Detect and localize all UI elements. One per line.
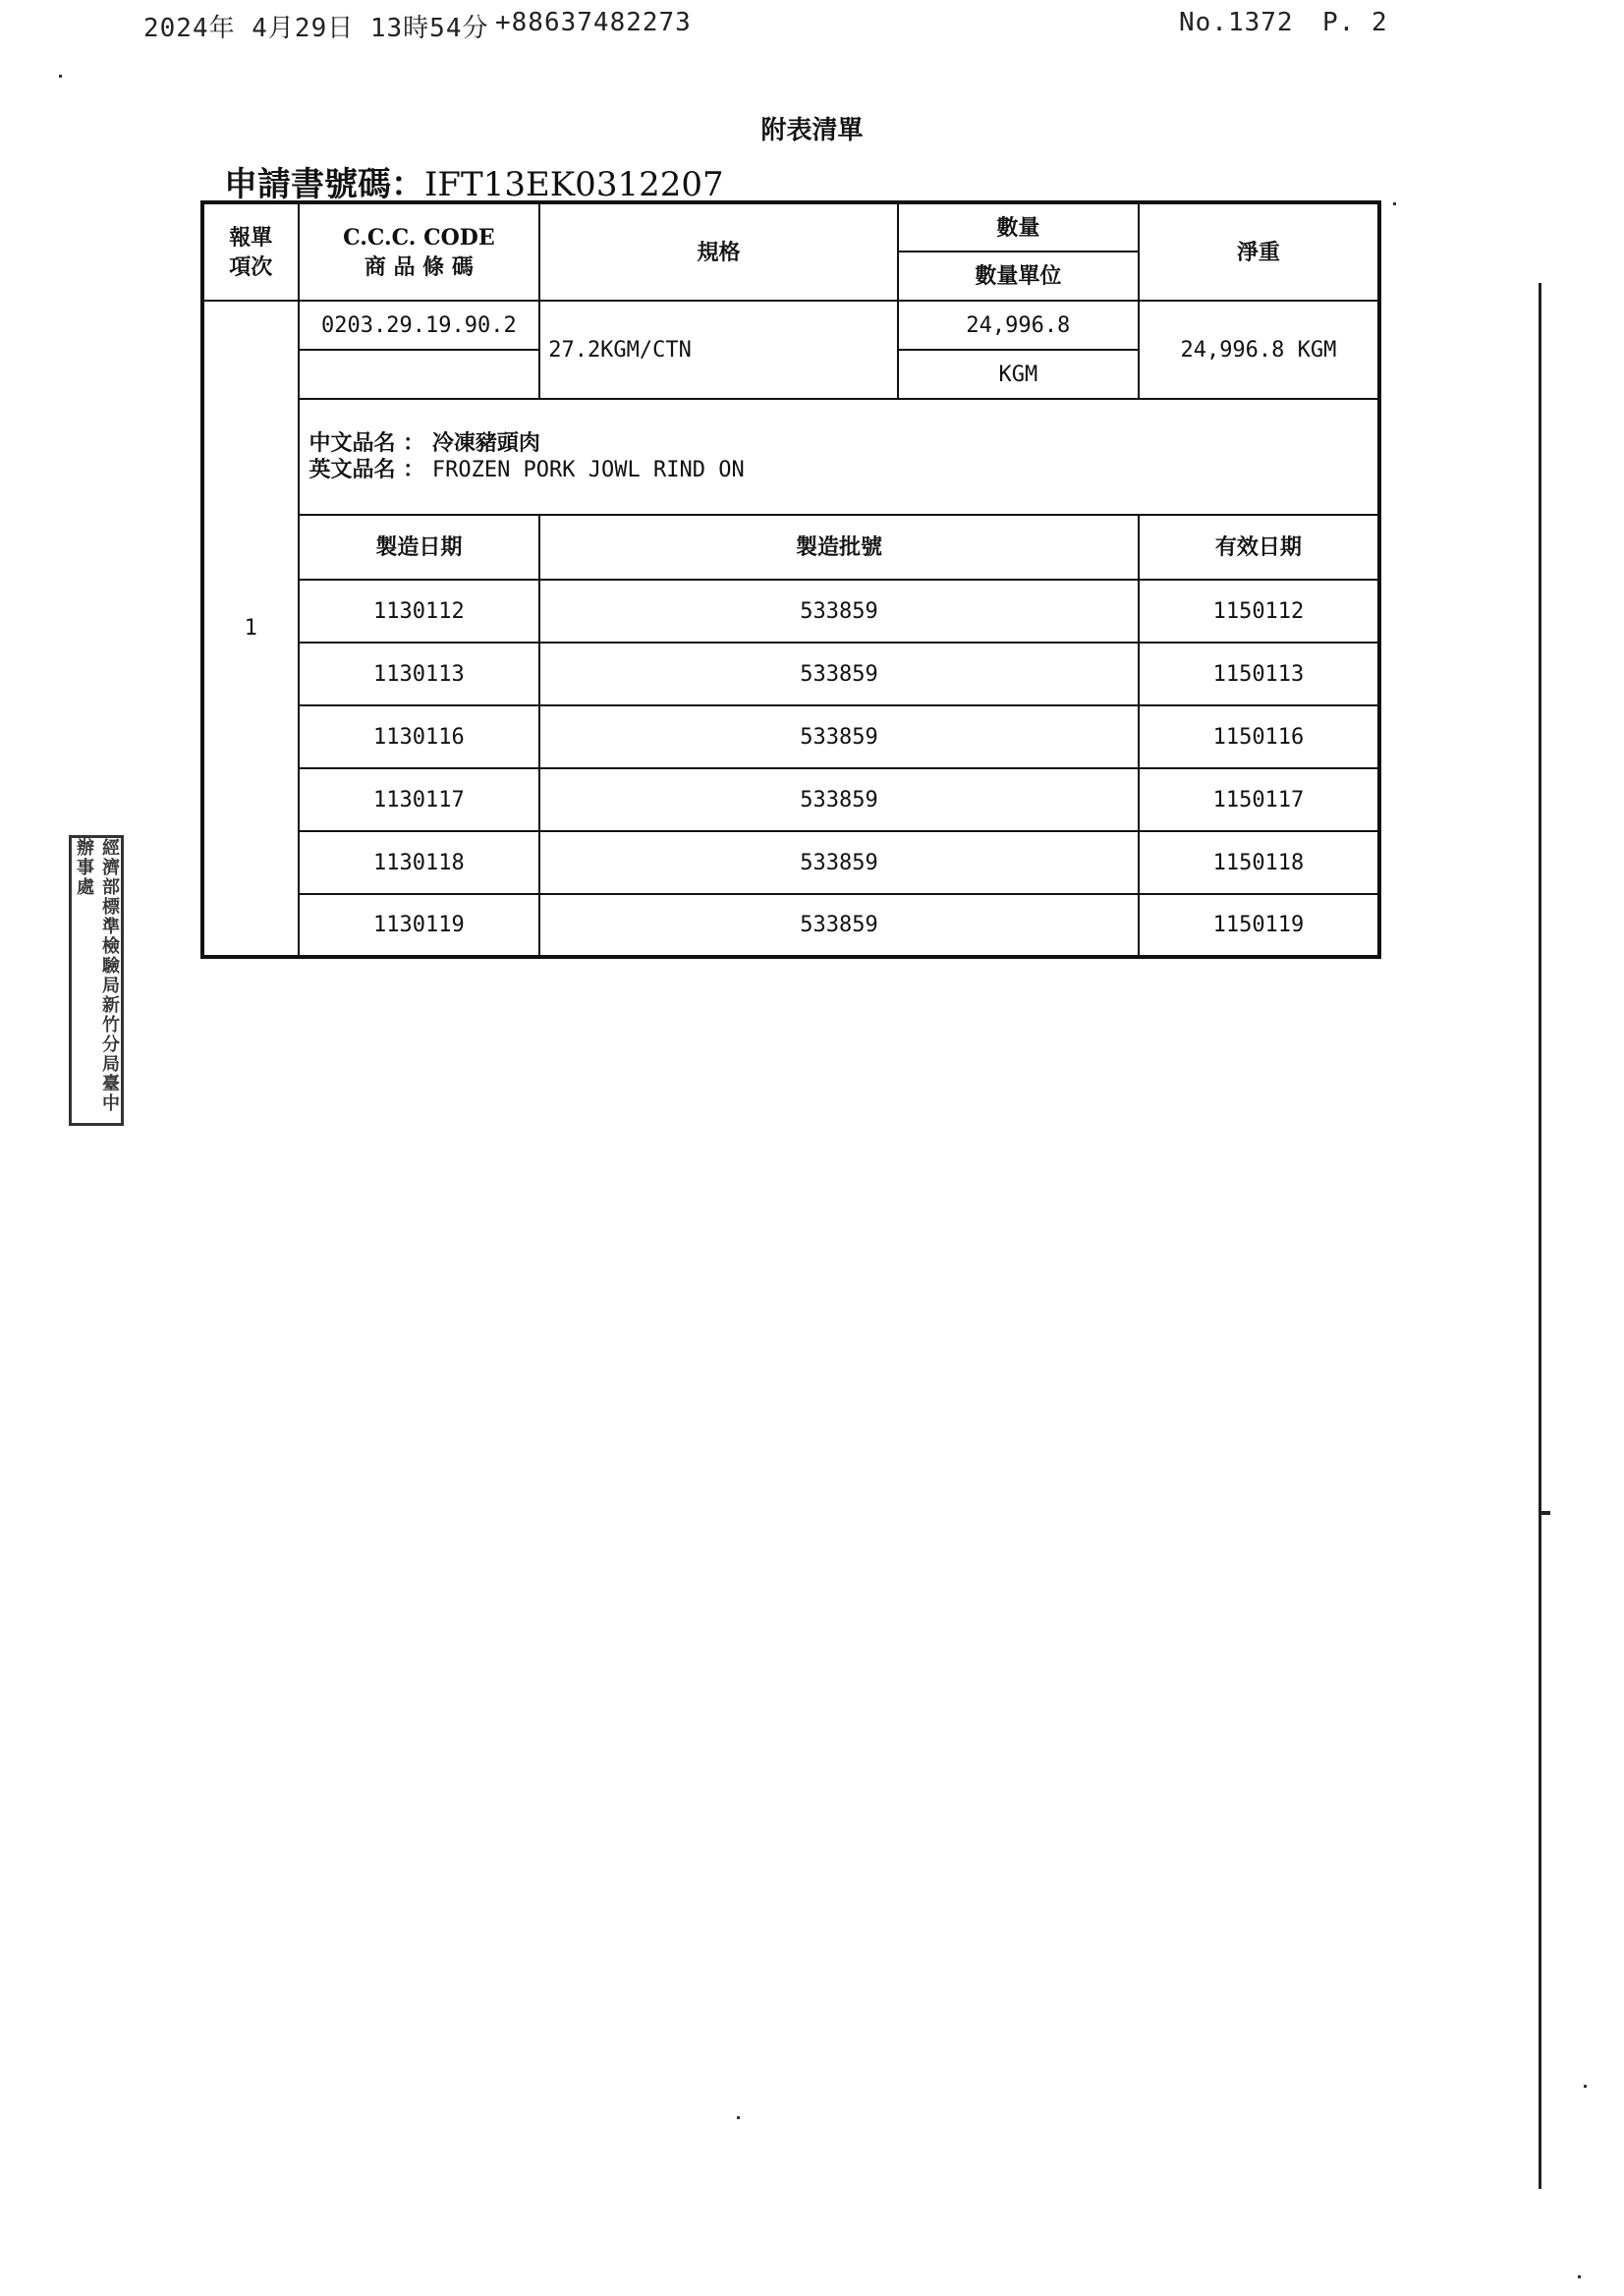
lot-number: 533859 (539, 768, 1139, 831)
lot-number: 533859 (539, 894, 1139, 957)
lot-number: 533859 (539, 831, 1139, 894)
item-quantity: 24,996.8 (898, 301, 1139, 350)
lot-number: 533859 (539, 643, 1139, 705)
lot-mfg-date: 1130116 (299, 705, 540, 768)
item-unit: KGM (898, 350, 1139, 399)
lot-mfg-date: 1130113 (299, 643, 540, 705)
item-number: 1 (202, 301, 299, 957)
table-row (202, 768, 1379, 831)
application-number (224, 157, 724, 205)
header-spec: 規格 (539, 202, 898, 301)
item-name-en-value: FROZEN PORK JOWL RIND ON (431, 458, 745, 482)
item-name-zh-value: 冷凍豬頭肉 (431, 430, 540, 456)
header-net-weight: 淨重 (1139, 202, 1379, 301)
lot-number: 533859 (539, 705, 1139, 768)
scan-speck (737, 2116, 740, 2119)
application-number-value: IFT13EK0312207 (424, 165, 724, 204)
scan-speck (1584, 2085, 1587, 2088)
document-title: 附表清單 (760, 116, 864, 145)
fax-number: No.1372 (1179, 8, 1294, 37)
item-name-cell (299, 399, 1379, 515)
lot-mfg-date: 1130119 (299, 894, 540, 957)
lot-exp-date: 1150116 (1139, 705, 1379, 768)
fax-page: P. 2 (1322, 8, 1388, 37)
scan-border-tick (1539, 1511, 1550, 1515)
lot-exp-date: 1150118 (1139, 831, 1379, 894)
item-name-en-label: 英文品名 ： (308, 457, 432, 482)
scan-border-line (1539, 283, 1541, 2189)
table-row (202, 580, 1379, 643)
scan-speck (1578, 2275, 1581, 2278)
scan-speck (59, 75, 62, 78)
item-barcode (299, 350, 540, 399)
fax-phone: +88637482273 (495, 8, 692, 37)
lot-number: 533859 (539, 580, 1139, 643)
lot-exp-date: 1150113 (1139, 643, 1379, 705)
table-row (202, 643, 1379, 705)
item-spec: 27.2KGM/CTN (539, 301, 898, 399)
item-name-en (309, 457, 1368, 483)
header-ccc-code: C.C.C. CODE 商 品 條 碼 (299, 202, 540, 301)
table-row (202, 831, 1379, 894)
scan-speck (1393, 202, 1396, 205)
item-name-zh-label: 中文品名 ： (308, 430, 432, 456)
lot-exp-date: 1150119 (1139, 894, 1379, 957)
lot-exp-date: 1150112 (1139, 580, 1379, 643)
lot-header-mfg-date: 製造日期 (299, 515, 540, 580)
lot-mfg-date: 1130118 (299, 831, 540, 894)
header-item-no: 報單 項次 (202, 202, 299, 301)
attachment-table (200, 200, 1381, 959)
stamp-text: 經濟部標準檢驗局新竹分局臺中辦事處 (74, 838, 120, 1113)
item-name-zh (309, 430, 1368, 457)
application-number-label: 申請書號碼： (224, 165, 424, 204)
lot-mfg-date: 1130117 (299, 768, 540, 831)
lot-exp-date: 1150117 (1139, 768, 1379, 831)
header-quantity: 數量 (898, 202, 1139, 252)
item-net-weight: 24,996.8 KGM (1139, 301, 1379, 399)
lot-header-exp-date: 有效日期 (1139, 515, 1379, 580)
lot-mfg-date: 1130112 (299, 580, 540, 643)
lot-header-lot-no: 製造批號 (539, 515, 1139, 580)
item-ccc-code: 0203.29.19.90.2 (299, 301, 540, 350)
fax-header (0, 8, 1624, 47)
official-stamp (69, 835, 124, 1126)
table-row (202, 705, 1379, 768)
table-row (202, 894, 1379, 957)
fax-datetime: 2024年 4月29日 13時54分 (143, 14, 489, 43)
header-quantity-unit: 數量單位 (898, 252, 1139, 301)
